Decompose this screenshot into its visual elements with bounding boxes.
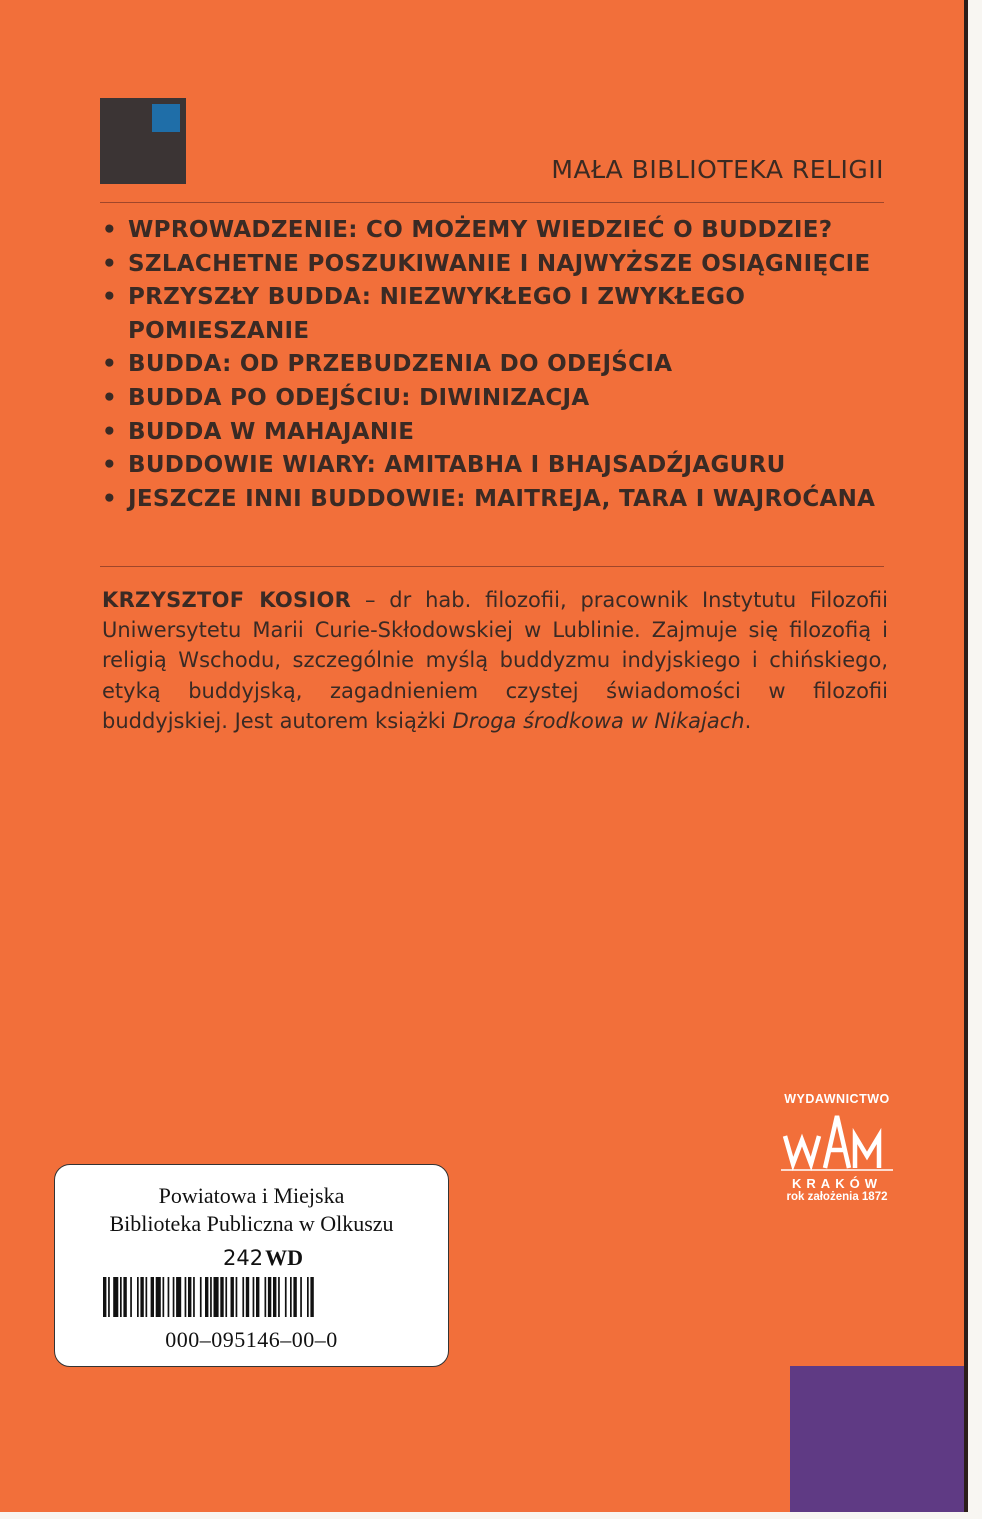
series-divider [100, 202, 884, 203]
author-name: KRZYSZTOF KOSIOR [102, 588, 352, 612]
barcode-bar [168, 1277, 170, 1317]
barcode-bar [205, 1277, 208, 1317]
barcode-bar [246, 1277, 249, 1317]
barcode-bar [120, 1277, 122, 1317]
barcode-bar [193, 1277, 195, 1317]
barcode-bar [214, 1277, 219, 1317]
barcode-bar [146, 1277, 148, 1317]
barcode-bar [220, 1277, 223, 1317]
publisher-city: KRAKÓW [792, 1176, 882, 1191]
barcode-bar [242, 1277, 244, 1317]
series-logo-square [100, 98, 186, 184]
barcode-bar [103, 1277, 106, 1317]
barcode-bar [293, 1277, 296, 1317]
barcode-bar [140, 1277, 143, 1317]
author-bio-end: . [744, 708, 752, 733]
contents-item: • PRZYSZŁY BUDDA: NIEZWYKŁEGO I ZWYKŁEGO POMIESZANIE [102, 281, 902, 348]
barcode-bar [200, 1277, 202, 1317]
barcode-bar [156, 1277, 161, 1317]
publisher-logo [762, 1092, 912, 1262]
barcode-bar [290, 1277, 292, 1317]
barcode-bar [231, 1277, 234, 1317]
barcode-bar [185, 1277, 187, 1317]
barcode-bar [163, 1277, 165, 1317]
contents-item: • BUDDA W MAHAJANIE [102, 416, 902, 450]
barcode-bar [285, 1277, 287, 1317]
publisher-founded: rok założenia 1872 [786, 1191, 888, 1203]
barcode-bar [278, 1277, 280, 1317]
purple-corner-block [790, 1366, 964, 1512]
barcode-bar [225, 1277, 227, 1317]
call-number-suffix: WD [265, 1245, 303, 1270]
series-logo-blue-square [152, 104, 180, 132]
author-bio [102, 585, 888, 736]
contents-item: • BUDDA PO ODEJŚCIU: DIWINIZACJA [102, 382, 902, 416]
barcode-bar [310, 1277, 313, 1317]
barcode-bar [173, 1277, 175, 1317]
barcode-bar [307, 1277, 309, 1317]
publisher-label: WYDAWNICTWO [784, 1092, 890, 1106]
barcode-bar [137, 1277, 139, 1317]
library-name-line2: Biblioteka Publiczna w Olkuszu [109, 1211, 394, 1236]
barcode-bar [210, 1277, 212, 1317]
book-title: Droga środkowa w Nikajach [452, 708, 745, 733]
waw-logo-icon [775, 1110, 899, 1174]
barcode-bar [268, 1277, 271, 1317]
barcode-icon [103, 1277, 401, 1317]
barcode-bar [300, 1277, 302, 1317]
contents-list [102, 214, 902, 516]
author-bio-text: – dr hab. filozofii, pracownik Instytutu Filozofii Uniwersytetu Marii Curie-Skłodowskiej w Lublinie. Zajmuje się filozofią i religią Wschodu, szczególnie myślą buddyzmu indyjskiego i chińskiego, etyką buddyjską, zagadnieniem czystej świadomości w filozofii buddyjskiej. Jest autorem książki [102, 588, 888, 733]
series-title: MAŁA BIBLIOTEKA RELIGII [551, 155, 884, 184]
contents-item: • JESZCZE INNI BUDDOWIE: MAITREJA, TARA I WAJROĆANA [102, 483, 902, 517]
barcode-bar [113, 1277, 118, 1317]
contents-item: • BUDDA: OD PRZEBUDZENIA DO ODEJŚCIA [102, 348, 902, 382]
barcode-bar [151, 1277, 154, 1317]
barcode-bar [108, 1277, 110, 1317]
contents-divider [100, 566, 884, 567]
barcode-bar [236, 1277, 238, 1317]
call-number-handwritten: 242 [223, 1246, 264, 1270]
library-name-line1: Powiatowa i Miejska [158, 1183, 345, 1208]
library-sticker [54, 1164, 449, 1367]
barcode-bar [253, 1277, 255, 1317]
contents-item: • SZLACHETNE POSZUKIWANIE I NAJWYŻSZE OSIĄGNIĘCIE [102, 248, 902, 282]
barcode-bar [130, 1277, 132, 1317]
contents-item: • BUDDOWIE WIARY: AMITABHA I BHAJSADŹJAGURU [102, 449, 902, 483]
barcode-bar [176, 1277, 181, 1317]
barcode-number: 000–095146–00–0 [165, 1327, 338, 1352]
contents-item: • WPROWADZENIE: CO MOŻEMY WIEDZIEĆ O BUDDZIE? [102, 214, 902, 248]
barcode-bar [188, 1277, 191, 1317]
barcode-bar [123, 1277, 126, 1317]
barcode-bar [265, 1277, 267, 1317]
barcode-bar [273, 1277, 276, 1317]
barcode-bar [256, 1277, 259, 1317]
call-number [223, 1245, 303, 1271]
